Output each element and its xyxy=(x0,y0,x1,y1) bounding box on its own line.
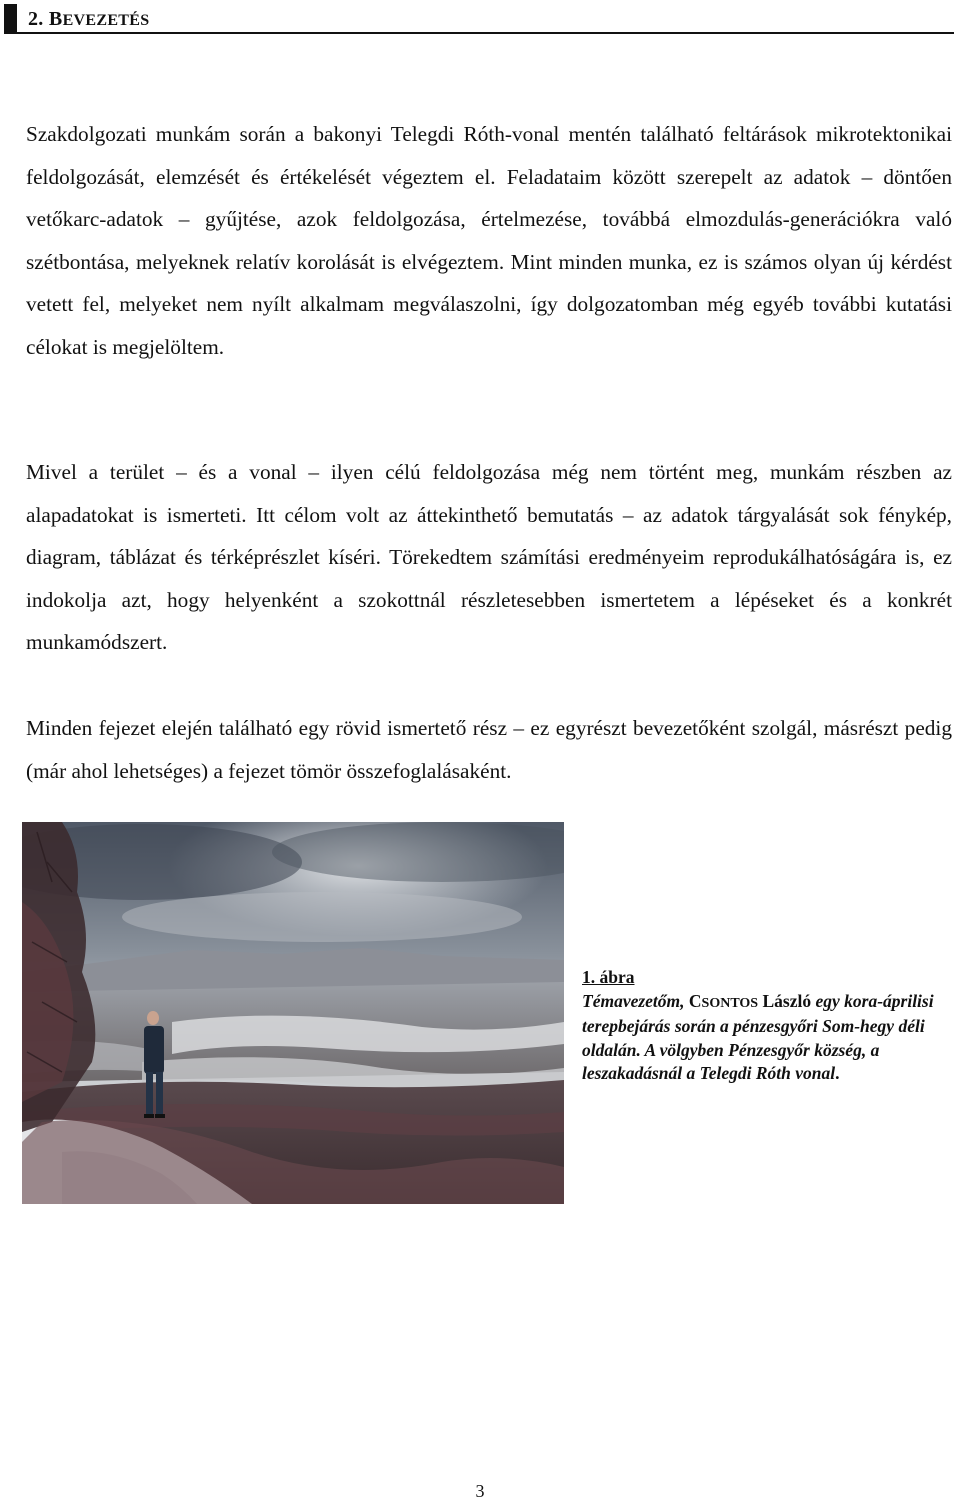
supervisor-first-name: László xyxy=(758,990,812,1011)
caption-start: Témavezetőm, xyxy=(582,990,689,1011)
chapter-heading xyxy=(4,4,954,34)
chapter-title-initial: B xyxy=(48,8,63,30)
supervisor-name xyxy=(689,991,811,1011)
supervisor-name-rest: SONTOS xyxy=(701,995,759,1011)
chapter-title xyxy=(28,8,149,32)
supervisor-name-initial: C xyxy=(688,990,702,1011)
heading-marker xyxy=(4,4,17,32)
figure-caption xyxy=(582,966,942,1086)
caption-rest: egy kora-áprilisi terepbejárás során a pénzesgyőri Som-hegy déli oldalán. A völgyben Pénzesgyőr község, a leszakadásnál a Telegdi Róth vonal xyxy=(582,990,934,1083)
intro-paragraph-1: Szakdolgozati munkám során a bakonyi Telegdi Róth-vonal mentén található feltárások mikrotektonikai feldolgozását, elemzését és értékelését végeztem el. Feladataim között szerepelt az adatok – döntően vetőkarc-adatok – gyűjtése, azok feldolgozása, értelmezése, továbbá elmozdulás-generációkra való szétbontása, melyeknek relatív korolását is elvégeztem. Mint minden munka, ez is számos olyan új kérdést vetett fel, melyeket nem nyílt alkalmam megválaszolni, így dolgozatomban még egyéb további kutatási célokat is megjelöltem. xyxy=(26,122,952,359)
caption-end: . xyxy=(835,1063,840,1083)
intro-paragraph-2: Mivel a terület – és a vonal – ilyen célú feldolgozása még nem történt meg, munkám részben az alapadatokat is ismerteti. Itt célom volt az áttekinthető bemutatás – az adatok tárgyalását sok fénykép, diagram, táblázat és térképrészlet kíséri. Törekedtem számítási eredményeim reprodukálhatóságára is, ez indokolja azt, hogy helyenként a szokottnál részletesebben ismertetem a lépéseket és a konkrét munkamódszert. xyxy=(26,460,952,654)
chapter-title-rest: EVEZETÉS xyxy=(62,12,150,29)
page-number: 3 xyxy=(475,1481,485,1501)
figure-label: 1. ábra xyxy=(582,967,635,987)
intro-paragraph-3: Minden fejezet elején található egy rövid ismertető rész – ez egyrészt bevezetőként szolgál, másrészt pedig (már ahol lehetséges) a fejezet tömör összefoglalásaként. xyxy=(26,716,952,783)
landscape-photo xyxy=(22,822,564,1204)
chapter-number: 2. xyxy=(28,8,44,30)
